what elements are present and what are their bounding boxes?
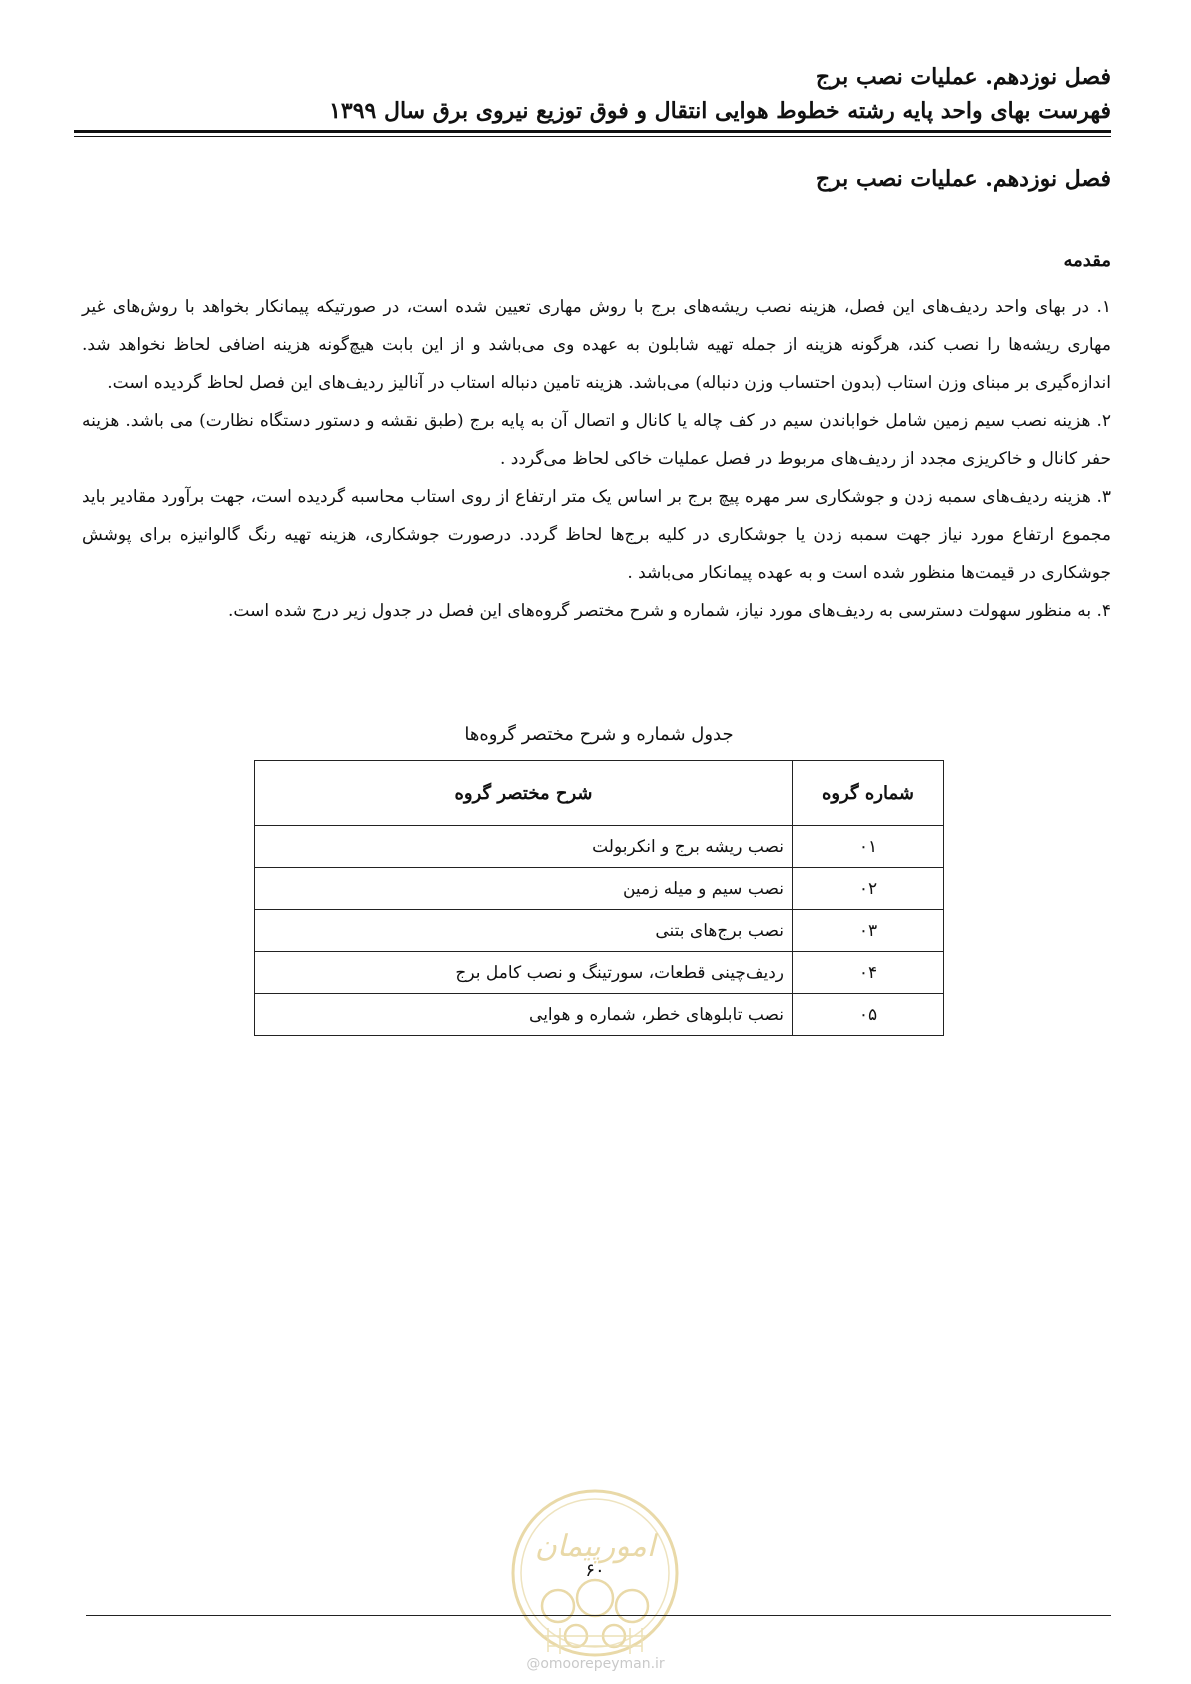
group-description-cell: ردیف‌چینی قطعات، سورتینگ و نصب کامل برج (255, 952, 793, 994)
group-number-cell: ۰۱ (793, 826, 944, 868)
group-number-cell: ۰۳ (793, 910, 944, 952)
group-description-cell: نصب برج‌های بتنی (255, 910, 793, 952)
table-caption: جدول شماره و شرح مختصر گروه‌ها (464, 724, 734, 745)
header-group-number: شماره گروه (793, 761, 944, 826)
page-number: ۶۰ (585, 1560, 605, 1581)
paragraph-1: ۱. در بهای واحد ردیف‌های این فصل، هزینه نصب ریشه‌های برج با روش مهاری تعیین شده است، در صورتیکه پیمانکار بخواهد با روش‌های غیر مهاری ریشه‌ها را نصب کند، هرگونه هزینه از جمله تهیه شابلون به عهده وی می‌باشد و از این بابت هیچ‌گونه هزینه اضافی لحاظ نخواهد شد. اندازه‌گیری بر مبنای وزن استاب (بدون احتساب وزن دنباله) می‌باشد. هزینه تامین دنباله استاب در آنالیز ردیف‌های این فصل لحاظ گردیده است. (82, 297, 1111, 393)
table-row (255, 952, 944, 994)
watermark-url: @omoorepeyman.ir (526, 1656, 665, 1672)
groups-table (254, 760, 944, 1036)
intro-heading: مقدمه (1063, 250, 1111, 271)
table-row (255, 868, 944, 910)
group-number-cell: ۰۴ (793, 952, 944, 994)
table-row (255, 826, 944, 868)
chapter-title: فصل نوزدهم. عملیات نصب برج (815, 166, 1111, 192)
header-book-line: فهرست بهای واحد پایه رشته خطوط هوایی انتقال و فوق توزیع نیروی برق سال ۱۳۹۹ (329, 98, 1111, 124)
header-rule-thick (74, 130, 1111, 133)
table-row (255, 910, 944, 952)
intro-body (82, 288, 1111, 630)
paragraph-3: ۳. هزینه ردیف‌های سمبه زدن و جوشکاری سر مهره پیچ برج بر اساس یک متر ارتفاع از روی استاب محاسبه گردیده است، جهت برآورد مقادیر باید مجموع ارتفاع مورد نیاز جهت سمبه زدن یا جوشکاری در کلیه برج‌ها لحاظ گردد. درصورت جوشکاری، هزینه تهیه رنگ گالوانیزه برای پوشش جوشکاری در قیمت‌ها منظور شده است و به عهده پیمانکار می‌باشد . (82, 487, 1111, 583)
group-number-cell: ۰۵ (793, 994, 944, 1036)
paragraph-4: ۴. به منظور سهولت دسترسی به ردیف‌های مورد نیاز، شماره و شرح مختصر گروه‌های این فصل در جدول زیر درج شده است. (228, 601, 1111, 621)
group-description-cell: نصب ریشه برج و انکربولت (255, 826, 793, 868)
table-row (255, 994, 944, 1036)
header-rule-thin (74, 136, 1111, 137)
group-description-cell: نصب سیم و میله زمین (255, 868, 793, 910)
header-group-description: شرح مختصر گروه (255, 761, 793, 826)
footer-rule (86, 1615, 1111, 1616)
table-header-row (255, 761, 944, 826)
group-number-cell: ۰۲ (793, 868, 944, 910)
header-chapter-line: فصل نوزدهم. عملیات نصب برج (815, 64, 1111, 90)
paragraph-2: ۲. هزینه نصب سیم زمین شامل خواباندن سیم در کف چاله یا کانال و اتصال آن به پایه برج (طبق نقشه و دستور دستگاه نظارت) می باشد. هزینه حفر کانال و خاکریزی مجدد از ردیف‌های مربوط در فصل عملیات خاکی لحاظ می‌گردد . (82, 411, 1111, 469)
group-description-cell: نصب تابلوهای خطر، شماره و هوایی (255, 994, 793, 1036)
running-header (74, 60, 1111, 128)
watermark-logo-text: امورپیمان (534, 1529, 656, 1564)
